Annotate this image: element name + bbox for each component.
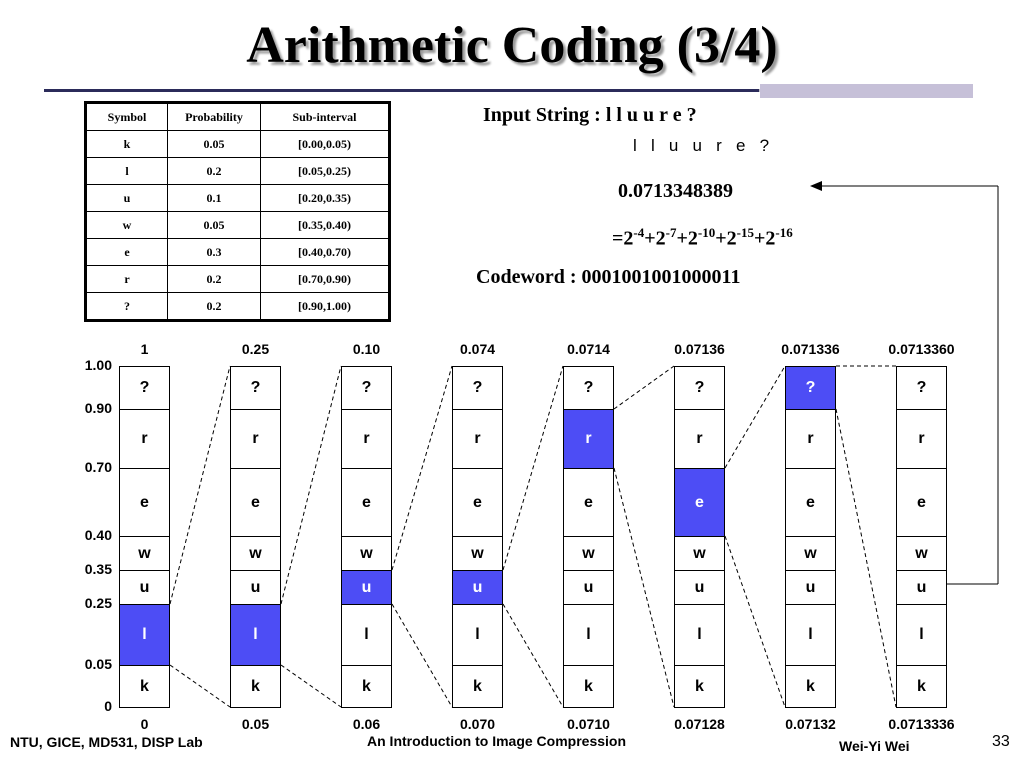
interval-segment: w	[452, 536, 503, 571]
symbol-cell: e	[86, 239, 168, 266]
column-top-label: 0.07136	[674, 341, 725, 357]
column-bottom-label: 0.05	[241, 716, 270, 732]
column-top-label: 0.10	[352, 341, 381, 357]
interval-segment: l	[230, 604, 281, 666]
interval-segment: k	[563, 665, 614, 708]
power-sum-separator: +2	[715, 227, 737, 250]
interval-segment: k	[230, 665, 281, 708]
scale-label: 0.70	[84, 459, 112, 475]
scale-label: 0.05	[84, 656, 112, 672]
interval-segment: u	[674, 570, 725, 605]
interval-segment: u	[341, 570, 392, 605]
feedback-arrow-head	[810, 181, 822, 191]
interval-segment: w	[230, 536, 281, 571]
interval-segment: k	[341, 665, 392, 708]
scale-label: 0.90	[84, 400, 112, 416]
zoom-line-top	[392, 366, 452, 570]
column-bottom-label: 0.06	[352, 716, 381, 732]
interval-segment: k	[674, 665, 725, 708]
interval-segment: e	[452, 468, 503, 537]
interval-segment: k	[452, 665, 503, 708]
symbol-cell: r	[86, 266, 168, 293]
interval-segment: l	[119, 604, 170, 666]
interval-segment: w	[896, 536, 947, 571]
power-sum-separator: +2	[754, 227, 776, 250]
interval-segment: w	[785, 536, 836, 571]
zoom-line-bottom	[503, 604, 563, 707]
interval-segment: l	[785, 604, 836, 666]
interval-segment: ?	[119, 366, 170, 410]
probability-cell: 0.2	[168, 293, 261, 321]
interval-segment: ?	[563, 366, 614, 410]
interval-segment: r	[230, 409, 281, 469]
scale-label: 0.40	[84, 527, 112, 543]
interval-segment: u	[230, 570, 281, 605]
zoom-line-bottom	[392, 604, 452, 707]
interval-segment: ?	[230, 366, 281, 410]
interval-segment: e	[785, 468, 836, 537]
interval-segment: e	[674, 468, 725, 537]
interval-segment: u	[896, 570, 947, 605]
column-top-label: 0.0714	[567, 341, 610, 357]
interval-segment: k	[119, 665, 170, 708]
probability-cell: 0.2	[168, 266, 261, 293]
sub-interval-cell: [0.20,0.35)	[261, 185, 390, 212]
probability-cell: 0.05	[168, 212, 261, 239]
zoom-line-top	[725, 366, 785, 468]
footer-author: Wei-Yi Wei	[839, 738, 910, 754]
scale-label: 0.25	[84, 595, 112, 611]
codeword: Codeword : 0001001001000011	[476, 266, 741, 288]
symbol-cell: k	[86, 131, 168, 158]
interval-segment: l	[341, 604, 392, 666]
probability-cell: 0.05	[168, 131, 261, 158]
symbol-cell: ?	[86, 293, 168, 321]
column-top-label: 0.071336	[781, 341, 840, 357]
interval-segment: u	[563, 570, 614, 605]
interval-segment: l	[563, 604, 614, 666]
header-probability: Probability	[168, 103, 261, 131]
interval-segment: ?	[452, 366, 503, 410]
column-top-label: 0.25	[241, 341, 270, 357]
column-bottom-label: 0.0713336	[888, 716, 955, 732]
interval-segment: ?	[896, 366, 947, 410]
symbol-cell: u	[86, 185, 168, 212]
sub-interval-cell: [0.00,0.05)	[261, 131, 390, 158]
zoom-line-bottom	[836, 409, 896, 707]
sub-interval-cell: [0.40,0.70)	[261, 239, 390, 266]
interval-segment: w	[341, 536, 392, 571]
interval-segment: l	[674, 604, 725, 666]
power-sum-separator: +2	[676, 227, 698, 250]
zoom-line-bottom	[614, 468, 674, 707]
interval-segment: w	[563, 536, 614, 571]
sub-interval-cell: [0.90,1.00)	[261, 293, 390, 321]
scale-label: 1.00	[84, 357, 112, 373]
sub-interval-cell: [0.70,0.90)	[261, 266, 390, 293]
interval-segment: e	[341, 468, 392, 537]
exponent: -7	[665, 225, 677, 240]
interval-segment: w	[674, 536, 725, 571]
scale-label: 0.35	[84, 561, 112, 577]
header-sub-interval: Sub-interval	[261, 103, 390, 131]
interval-segment: r	[341, 409, 392, 469]
interval-segment: r	[785, 409, 836, 469]
exponent: -4	[633, 225, 645, 240]
interval-segment: u	[452, 570, 503, 605]
slide-title: Arithmetic Coding (3/4)	[246, 17, 778, 74]
interval-segment: e	[119, 468, 170, 537]
symbol-cell: l	[86, 158, 168, 185]
interval-segment: r	[563, 409, 614, 469]
sub-interval-cell: [0.05,0.25)	[261, 158, 390, 185]
column-bottom-label: 0	[140, 716, 149, 732]
exponent: -10	[697, 225, 716, 240]
interval-segment: e	[896, 468, 947, 537]
column-bottom-label: 0.07132	[785, 716, 836, 732]
zoom-line-bottom	[725, 536, 785, 707]
footer-lab: NTU, GICE, MD531, DISP Lab	[10, 734, 203, 750]
power-sum-prefix: =2	[612, 227, 634, 250]
interval-segment: k	[785, 665, 836, 708]
probability-cell: 0.3	[168, 239, 261, 266]
interval-segment: u	[119, 570, 170, 605]
input-symbols: l l u u r e ?	[633, 136, 770, 155]
zoom-line-top	[281, 366, 341, 604]
probability-cell: 0.1	[168, 185, 261, 212]
exponent: -16	[775, 225, 793, 240]
exponent: -15	[736, 225, 754, 240]
column-bottom-label: 0.0710	[567, 716, 610, 732]
interval-segment: e	[563, 468, 614, 537]
interval-segment: ?	[674, 366, 725, 410]
zoom-line-bottom	[170, 665, 230, 707]
interval-segment: w	[119, 536, 170, 571]
column-top-label: 1	[140, 341, 149, 357]
footer-course-title: An Introduction to Image Compression	[367, 733, 627, 749]
sub-interval-cell: [0.35,0.40)	[261, 212, 390, 239]
interval-segment: l	[452, 604, 503, 666]
zoom-line-top	[614, 366, 674, 409]
column-bottom-label: 0.07128	[674, 716, 725, 732]
zoom-line-top	[503, 366, 563, 570]
interval-segment: l	[896, 604, 947, 666]
scale-label: 0	[104, 698, 112, 714]
footer-page-number: 33	[992, 733, 1010, 750]
column-top-label: 0.074	[459, 341, 496, 357]
interval-segment: r	[674, 409, 725, 469]
interval-segment: r	[452, 409, 503, 469]
interval-segment: u	[785, 570, 836, 605]
input-string: Input String : l l u u r e ?	[483, 104, 697, 126]
interval-segment: r	[119, 409, 170, 469]
interval-segment: k	[896, 665, 947, 708]
probability-cell: 0.2	[168, 158, 261, 185]
decimal-value: 0.0713348389	[618, 180, 733, 202]
column-top-label: 0.0713360	[888, 341, 955, 357]
symbol-cell: w	[86, 212, 168, 239]
interval-segment: ?	[785, 366, 836, 410]
zoom-line-top	[170, 366, 230, 604]
header-symbol: Symbol	[86, 103, 168, 131]
interval-segment: e	[230, 468, 281, 537]
zoom-line-bottom	[281, 665, 341, 707]
column-bottom-label: 0.070	[459, 716, 496, 732]
power-sum-separator: +2	[644, 227, 666, 250]
interval-segment: ?	[341, 366, 392, 410]
interval-segment: r	[896, 409, 947, 469]
